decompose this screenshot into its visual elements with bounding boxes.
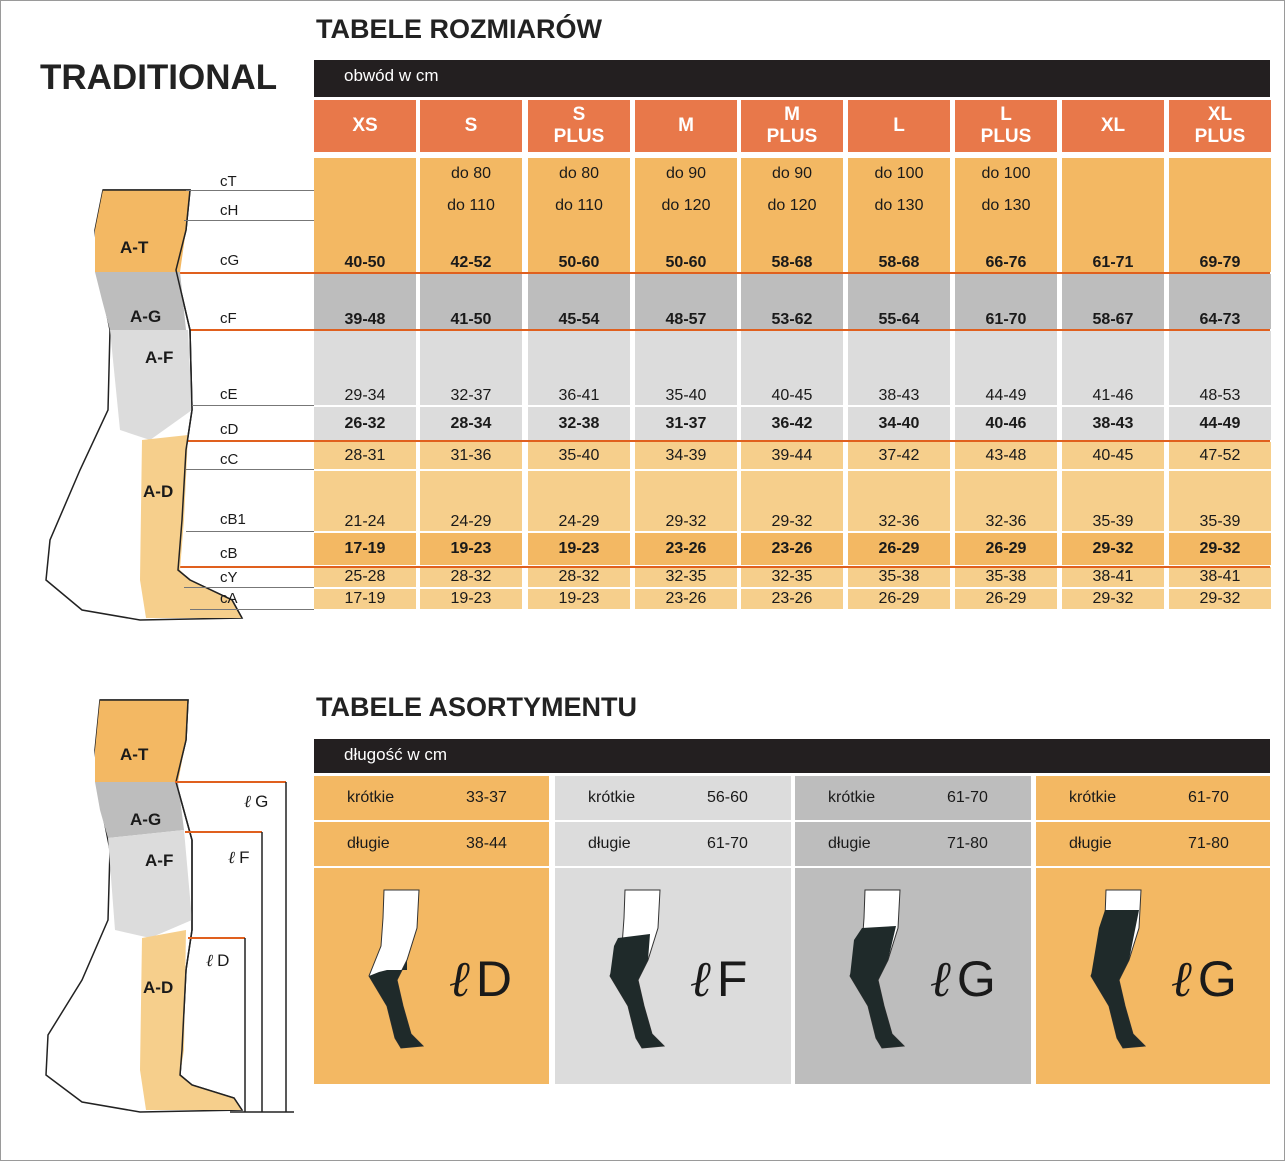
size-cell: 29-32 (1062, 589, 1164, 609)
segment-af-label: A-F (145, 348, 174, 367)
length-unit-bar (314, 739, 1270, 773)
row-label: cA (220, 590, 238, 607)
segment-at-label-bottom: A-T (120, 745, 149, 764)
long-value: 38-44 (466, 835, 507, 852)
size-header-1: S (420, 100, 522, 152)
size-cell: 32-37 (420, 331, 522, 405)
segment-ag-label-bottom: A-G (130, 810, 162, 829)
size-cell: 29-32 (1062, 533, 1164, 565)
size-cell (1169, 158, 1271, 190)
size-cell: 36-41 (528, 331, 630, 405)
size-header-4: M PLUS (741, 100, 843, 152)
size-cell: 29-34 (314, 331, 416, 405)
size-cell: 35-38 (955, 567, 1057, 587)
size-cell (1169, 190, 1271, 222)
size-cell: 64-73 (1169, 274, 1271, 329)
size-cell: do 80 (420, 158, 522, 190)
size-cell: 23-26 (635, 589, 737, 609)
size-cell: 23-26 (741, 589, 843, 609)
leader-line (186, 469, 314, 470)
size-cell: 40-46 (955, 407, 1057, 440)
size-header-5: L (848, 100, 950, 152)
segment-af-label-bottom: A-F (145, 851, 174, 870)
stocking-figure (359, 888, 449, 1058)
size-cell: 28-34 (420, 407, 522, 440)
row-label: cC (220, 451, 239, 468)
size-unit-bar (314, 60, 1270, 97)
size-header-2: S PLUS (528, 100, 630, 152)
short-value: 61-70 (1188, 789, 1229, 806)
short-label: krótkie (588, 789, 636, 806)
size-cell: 26-29 (955, 533, 1057, 565)
size-header-7: XL (1062, 100, 1164, 152)
size-cell: 26-29 (955, 589, 1057, 609)
leg-diagram-top (0, 160, 315, 630)
segment-ad-label-bottom: A-D (143, 978, 174, 997)
row-label: cF (220, 310, 237, 327)
size-cell: 42-52 (420, 222, 522, 272)
size-cell: 26-29 (848, 533, 950, 565)
traditional-title: TRADITIONAL (40, 58, 278, 97)
size-cell: 38-43 (848, 331, 950, 405)
size-cell: 55-64 (848, 274, 950, 329)
size-cell: 48-57 (635, 274, 737, 329)
size-cell: 28-31 (314, 442, 416, 469)
size-cell: 53-62 (741, 274, 843, 329)
long-value: 71-80 (1188, 835, 1229, 852)
segment-ad-label: A-D (143, 482, 174, 501)
size-cell: do 110 (528, 190, 630, 222)
size-cell: do 110 (420, 190, 522, 222)
row-label: cY (220, 569, 238, 586)
size-cell: 32-38 (528, 407, 630, 440)
size-cell: 61-70 (955, 274, 1057, 329)
row-label: cH (220, 202, 239, 219)
long-label: długie (347, 835, 390, 852)
size-cell: 58-67 (1062, 274, 1164, 329)
size-cell: do 130 (848, 190, 950, 222)
leader-line (186, 190, 314, 191)
size-cell: do 100 (848, 158, 950, 190)
size-cell: 29-32 (635, 471, 737, 531)
size-cell: 21-24 (314, 471, 416, 531)
size-cell (1062, 158, 1164, 190)
stocking-figure (1081, 888, 1171, 1058)
size-cell: 32-35 (635, 567, 737, 587)
size-cell: 66-76 (955, 222, 1057, 272)
size-cell: do 80 (528, 158, 630, 190)
size-header-6: L PLUS (955, 100, 1057, 152)
size-cell (314, 190, 416, 222)
size-cell: 23-26 (635, 533, 737, 565)
size-table-title: TABELE ROZMIARÓW (316, 14, 602, 44)
size-cell: 31-37 (635, 407, 737, 440)
size-cell: 29-32 (1169, 589, 1271, 609)
size-cell: 40-50 (314, 222, 416, 272)
size-cell: 19-23 (528, 589, 630, 609)
size-cell: 50-60 (635, 222, 737, 272)
size-cell: 50-60 (528, 222, 630, 272)
row-label: cT (220, 173, 237, 190)
assortment-title: TABELE ASORTYMENTU (316, 692, 637, 722)
size-cell: 35-40 (635, 331, 737, 405)
leader-line (184, 220, 314, 221)
size-cell: 32-35 (741, 567, 843, 587)
row-label: cE (220, 386, 238, 403)
size-cell: 45-54 (528, 274, 630, 329)
row-label: cG (220, 252, 240, 269)
size-unit-label: obwód w cm (344, 66, 439, 85)
size-cell: 40-45 (741, 331, 843, 405)
section-divider (178, 440, 1270, 442)
size-cell: 34-39 (635, 442, 737, 469)
size-cell: 44-49 (955, 331, 1057, 405)
leader-line (184, 587, 314, 588)
length-code: ℓ G (930, 950, 996, 1008)
size-cell: 17-19 (314, 589, 416, 609)
short-label: krótkie (1069, 789, 1117, 806)
size-cell: 58-68 (741, 222, 843, 272)
short-value: 61-70 (947, 789, 988, 806)
short-label: krótkie (828, 789, 876, 806)
size-cell: 39-44 (741, 442, 843, 469)
size-cell: do 120 (635, 190, 737, 222)
stocking-figure (840, 888, 930, 1058)
size-cell: do 100 (955, 158, 1057, 190)
size-cell: 19-23 (420, 589, 522, 609)
size-cell: 19-23 (420, 533, 522, 565)
size-cell: 41-46 (1062, 331, 1164, 405)
size-cell: 29-32 (741, 471, 843, 531)
size-cell: 48-53 (1169, 331, 1271, 405)
size-cell: 58-68 (848, 222, 950, 272)
length-code: ℓ D (449, 950, 512, 1008)
size-header-3: M (635, 100, 737, 152)
size-cell: 69-79 (1169, 222, 1271, 272)
size-cell: 26-29 (848, 589, 950, 609)
section-divider (178, 566, 1270, 568)
leg-diagram-bottom (0, 690, 315, 1130)
long-label: długie (1069, 835, 1112, 852)
size-cell: 35-38 (848, 567, 950, 587)
length-d-label: ℓ D (206, 951, 230, 971)
size-cell: 32-36 (955, 471, 1057, 531)
size-cell: 24-29 (420, 471, 522, 531)
size-cell: 44-49 (1169, 407, 1271, 440)
row-label: cB1 (220, 511, 246, 528)
leader-line (186, 531, 314, 532)
size-cell: 31-36 (420, 442, 522, 469)
size-cell: 32-36 (848, 471, 950, 531)
length-code: ℓ F (690, 950, 748, 1008)
long-value: 61-70 (707, 835, 748, 852)
size-cell: 19-23 (528, 533, 630, 565)
size-cell (314, 158, 416, 190)
size-cell: 39-48 (314, 274, 416, 329)
size-cell: 47-52 (1169, 442, 1271, 469)
size-cell: do 90 (741, 158, 843, 190)
size-cell: 17-19 (314, 533, 416, 565)
size-cell: 38-41 (1062, 567, 1164, 587)
row-label: cD (220, 421, 239, 438)
long-label: długie (588, 835, 631, 852)
length-f-label: ℓ F (228, 848, 250, 868)
short-value: 33-37 (466, 789, 507, 806)
segment-at-label: A-T (120, 238, 149, 257)
length-code: ℓ G (1171, 950, 1237, 1008)
section-divider (178, 272, 1270, 274)
size-cell: 61-71 (1062, 222, 1164, 272)
size-cell: 28-32 (528, 567, 630, 587)
size-cell: 26-32 (314, 407, 416, 440)
size-cell: do 130 (955, 190, 1057, 222)
size-cell: 23-26 (741, 533, 843, 565)
size-cell: do 120 (741, 190, 843, 222)
short-label: krótkie (347, 789, 395, 806)
length-g-label: ℓ G (244, 792, 269, 812)
size-cell: 41-50 (420, 274, 522, 329)
size-cell: 38-43 (1062, 407, 1164, 440)
size-cell: 40-45 (1062, 442, 1164, 469)
size-cell: 25-28 (314, 567, 416, 587)
long-value: 71-80 (947, 835, 988, 852)
leader-line (192, 405, 314, 406)
size-cell: 35-39 (1169, 471, 1271, 531)
size-cell: 43-48 (955, 442, 1057, 469)
size-cell: 35-40 (528, 442, 630, 469)
stocking-figure (600, 888, 690, 1058)
size-cell: 24-29 (528, 471, 630, 531)
section-divider (178, 329, 1270, 331)
size-cell: 34-40 (848, 407, 950, 440)
long-label: długie (828, 835, 871, 852)
size-cell: 36-42 (741, 407, 843, 440)
size-cell: 37-42 (848, 442, 950, 469)
segment-ag-label: A-G (130, 307, 162, 326)
size-cell: 38-41 (1169, 567, 1271, 587)
size-header-8: XL PLUS (1169, 100, 1271, 152)
leader-line (190, 609, 314, 610)
size-cell: 28-32 (420, 567, 522, 587)
size-cell: 29-32 (1169, 533, 1271, 565)
row-label: cB (220, 545, 238, 562)
short-value: 56-60 (707, 789, 748, 806)
size-cell (1062, 190, 1164, 222)
size-cell: do 90 (635, 158, 737, 190)
size-cell: 35-39 (1062, 471, 1164, 531)
size-header-0: XS (314, 100, 416, 152)
length-unit-label: długość w cm (344, 745, 447, 764)
